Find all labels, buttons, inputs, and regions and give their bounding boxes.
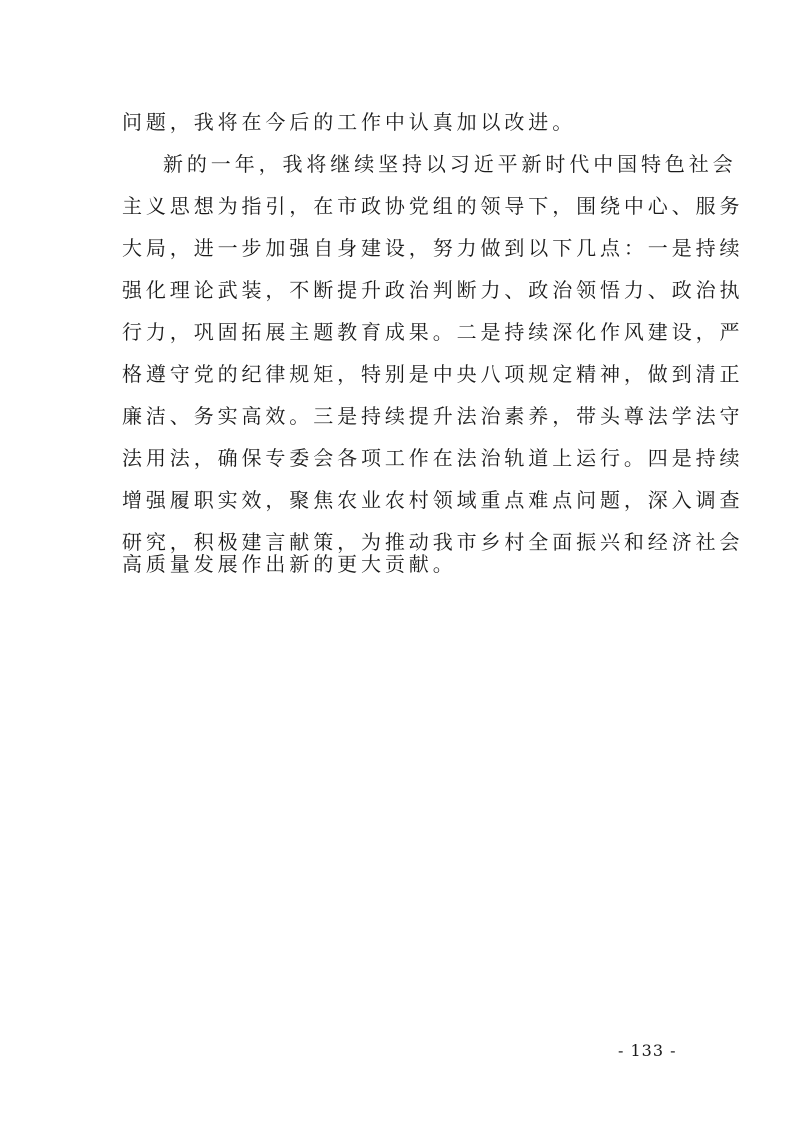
page-number: - 133 - — [618, 1041, 677, 1060]
text-line: 大局，进一步加强自身建设，努力做到以下几点：一是持续 — [122, 236, 744, 260]
text-line: 行力，巩固拓展主题教育成果。二是持续深化作风建设，严 — [122, 320, 744, 344]
text-line: 格遵守党的纪律规矩，特别是中央八项规定精神，做到清正 — [122, 362, 744, 386]
text-line: 增强履职实效，聚焦农业农村领域重点难点问题，深入调查 — [122, 488, 744, 512]
text-line: 强化理论武装，不断提升政治判断力、政治领悟力、政治执 — [122, 278, 744, 302]
text-line: 法用法，确保专委会各项工作在法治轨道上运行。四是持续 — [122, 446, 744, 470]
text-line: 高质量发展作出新的更大贡献。 — [122, 552, 457, 576]
text-line: 问题，我将在今后的工作中认真加以改进。 — [122, 110, 577, 134]
text-line: 新的一年，我将继续坚持以习近平新时代中国特色社会 — [163, 152, 737, 176]
text-line: 廉洁、务实高效。三是持续提升法治素养，带头尊法学法守 — [122, 404, 744, 428]
text-line: 主义思想为指引，在市政协党组的领导下，围绕中心、服务 — [122, 194, 744, 218]
text-line: 研究，积极建言献策，为推动我市乡村全面振兴和经济社会 — [122, 530, 744, 554]
